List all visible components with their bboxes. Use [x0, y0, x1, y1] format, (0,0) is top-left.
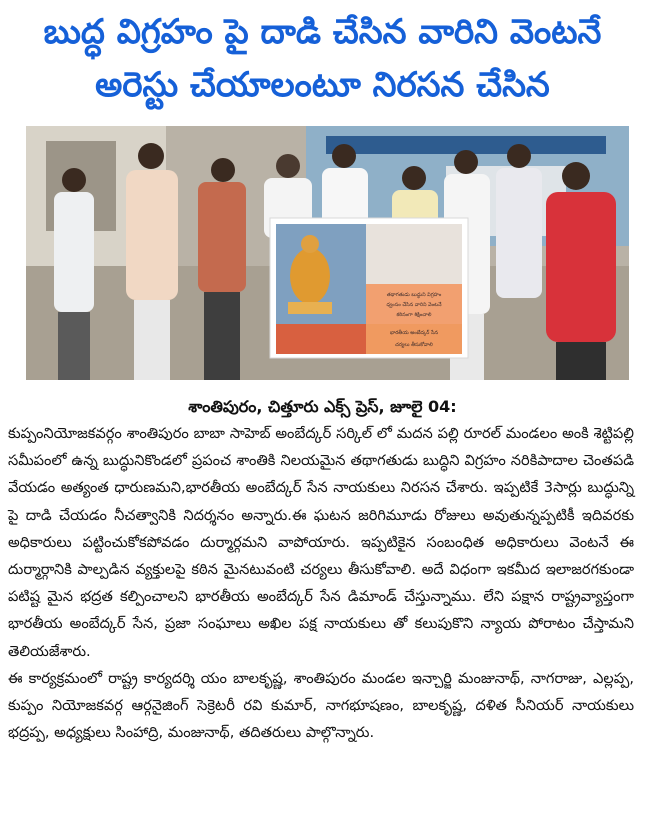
article-dateline: శాంతిపురం, చిత్తూరు ఎక్స్ ప్రెస్, జూలై 04:	[188, 397, 457, 416]
news-photo	[26, 126, 629, 380]
banner-text-line-4: భారతీయ అంబేద్కర్ సేన	[389, 330, 439, 336]
banner-text-line-2: ధ్వంసం చేసిన వారిని వెంటనే	[386, 302, 442, 308]
banner-text-line-5: చర్యలు తీసుకోవాలి	[395, 342, 433, 348]
headline	[0, 6, 645, 112]
banner-text-line-1: తథాగతుడు బుద్ధుని విగ్రహం	[386, 292, 442, 298]
article-body	[8, 420, 634, 746]
protest-photo-illustration	[26, 126, 629, 380]
article-paragraph-1: కుప్పంనియోజకవర్గం శాంతిపురం బాబా సాహెబ్ అంబేద్కర్ సర్కిల్ లో మదన పల్లి రూరల్ మండలం అంకి శెట్టిపల్లి సమీపంలో ఉన్న బుద్ధునికొండలో ప్రపంచ శాంతికి నిలయమైన తథాగతుడు బుద్ధిని విగ్రహం నరికిపాదాల చెంతపడి వేయడం అత్యంత ధారుణమని,భారతీయ అంబేద్కర్ సేన నాయకులు నిరసన చేశారు. ఇప్పటికే 3సార్లు బుద్ధున్ని పై దాడి చేయడం నీచత్వానికి నిదర్శనం అన్నారు.ఈ ఘటన జరిగిమూడు రోజులు అవుతున్నప్పటికీ ఇదివరకు అధికారులు పట్టించుకోకపోవడం దుర్మార్గమని వాపోయారు. ఇప్పటికైన సంబంధిత అధికారులు వెంటనే ఈ దుర్మార్గానికి పాల్పడిన వ్యక్తులపై కఠిన మైనటువంటి చర్యలు తీసుకోవాలి. అదే విధంగా ఇకమీద ఇలాజరగకుండా పటిష్ట మైన భద్రత కల్పించాలని భారతీయ అంబేద్కర్ సేన డిమాండ్ చేస్తున్నాము. లేని పక్షాన రాష్ట్రవ్యాప్తంగా భారతీయ అంబేద్కర్ సేన, ప్రజా సంఘాలు అఖిల పక్ష నాయకులు తో కలుపుకొని న్యాయ పోరాటం చేస్తామని తెలియజేశారు.	[8, 425, 634, 660]
headline-line-2: అరెస్టు చేయాలంటూ నిరసన చేసిన	[95, 65, 550, 105]
headline-line-1: బుద్ధ విగ్రహం పై దాడి చేసిన వారిని వెంటనే	[43, 12, 602, 52]
article-paragraph-2: ఈ కార్యక్రమంలో రాష్ట్ర కార్యదర్శి యం బాలకృష్ణ, శాంతిపురం మండల ఇన్చార్జి మంజునాథ్, నాగరాజు, ఎల్లప్ప, కుప్పం నియోజకవర్గ ఆర్గనైజింగ్ సెక్రెటరీ రవి కుమార్, నాగభూషణం, బాలకృష్ణ, దళిత సీనియర్ నాయకులు భద్రప్ప, అధ్యక్షులు సింహాద్రి, మంజునాథ్, తదితరులు పాల్గొన్నారు.	[8, 669, 634, 742]
banner-text-line-3: కఠినంగా శిక్షించాలి	[396, 312, 432, 318]
protest-banner	[270, 218, 468, 358]
